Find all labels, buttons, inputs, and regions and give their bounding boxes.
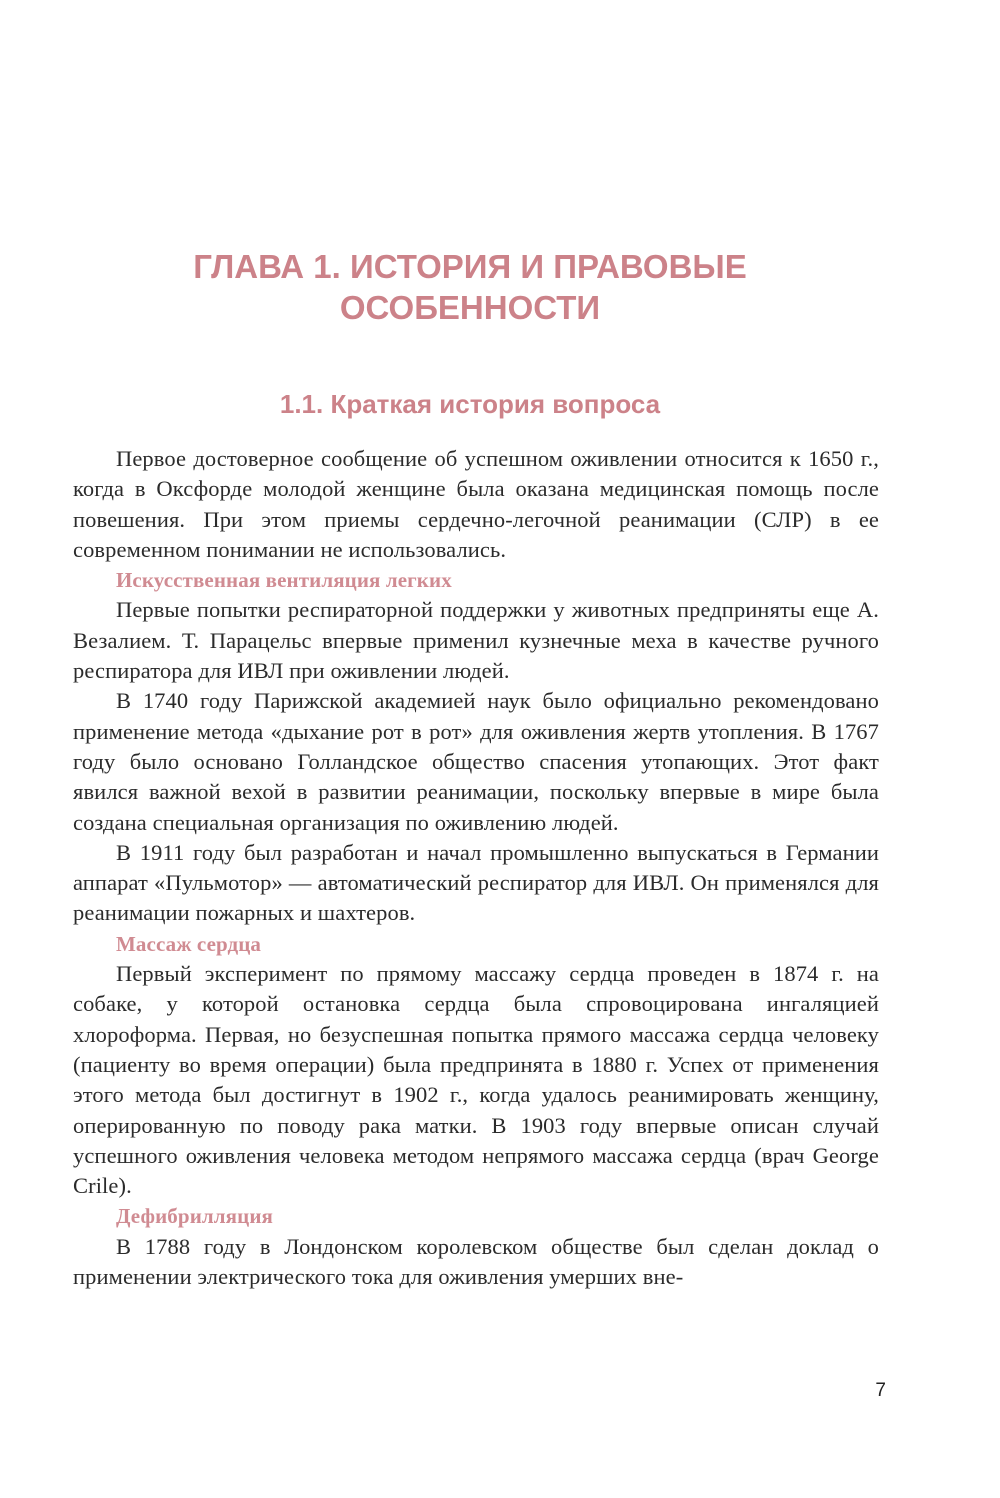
body-text — [73, 444, 879, 1292]
paragraph-heart-massage: Первый эксперимент по прямому массажу сердца проведен в 1874 г. на собаке, у которой остановка сердца была спровоцирована ингаляцией хлороформа. Первая, но безуспешная попытка прямого массажа сердца человеку (пациенту во время операции) была предпринята в 1880 г. Успех от применения этого метода был достигнут в 1902 г., когда удалось реанимировать женщину, оперированную по поводу рака матки. В 1903 году впервые описан случай успешного оживления человека методом непрямого массажа сердца (врач George Crile). — [73, 961, 879, 1199]
paragraph-ventilation-1911: В 1911 году был разработан и начал промышленно выпускаться в Германии аппарат «Пульмотор» — автоматический респиратор для ИВЛ. Он применялся для реанимации пожарных и шахтеров. — [73, 839, 879, 926]
chapter-title — [80, 246, 860, 328]
chapter-title-line-2: ОСОБЕННОСТИ — [339, 289, 601, 326]
paragraph-intro: Первое достоверное сообщение об успешном оживлении относится к 1650 г., когда в Оксфорде молодой женщине была оказана медицинская помощь после повешения. При этом приемы сердечно-легочной реанимации (СЛР) в ее современном понимании не использовались. — [73, 446, 879, 562]
subheading-ventilation: Искусственная вентиляция легких — [116, 568, 452, 593]
paragraph-ventilation-1740: В 1740 году Парижской академией наук было официально рекомендовано применение метода «дыхание рот в рот» для оживления жертв утопления. В 1767 году было основано Голландское общество спасения утопающих. Этот факт явился важной вехой в развитии реанимации, поскольку впервые в мире была создана специальная организация по оживлению людей. — [73, 688, 879, 835]
paragraph-defibrillation: В 1788 году в Лондонском королевском обществе был сделан доклад о применении электрического тока для оживления умерших вне- — [73, 1233, 879, 1290]
section-title: 1.1. Краткая история вопроса — [279, 389, 661, 419]
subheading-defibrillation: Дефибрилляция — [116, 1204, 273, 1229]
subheading-heart-massage: Массаж сердца — [116, 931, 262, 956]
chapter-title-line-1: ГЛАВА 1. ИСТОРИЯ И ПРАВОВЫЕ — [193, 248, 747, 285]
page-number: 7 — [875, 1380, 886, 1401]
paragraph-ventilation-early: Первые попытки респираторной поддержки у животных предприняты еще А. Везалием. Т. Парацельс впервые применил кузнечные меха в качестве ручного респиратора для ИВЛ при оживлении людей. — [73, 597, 879, 684]
